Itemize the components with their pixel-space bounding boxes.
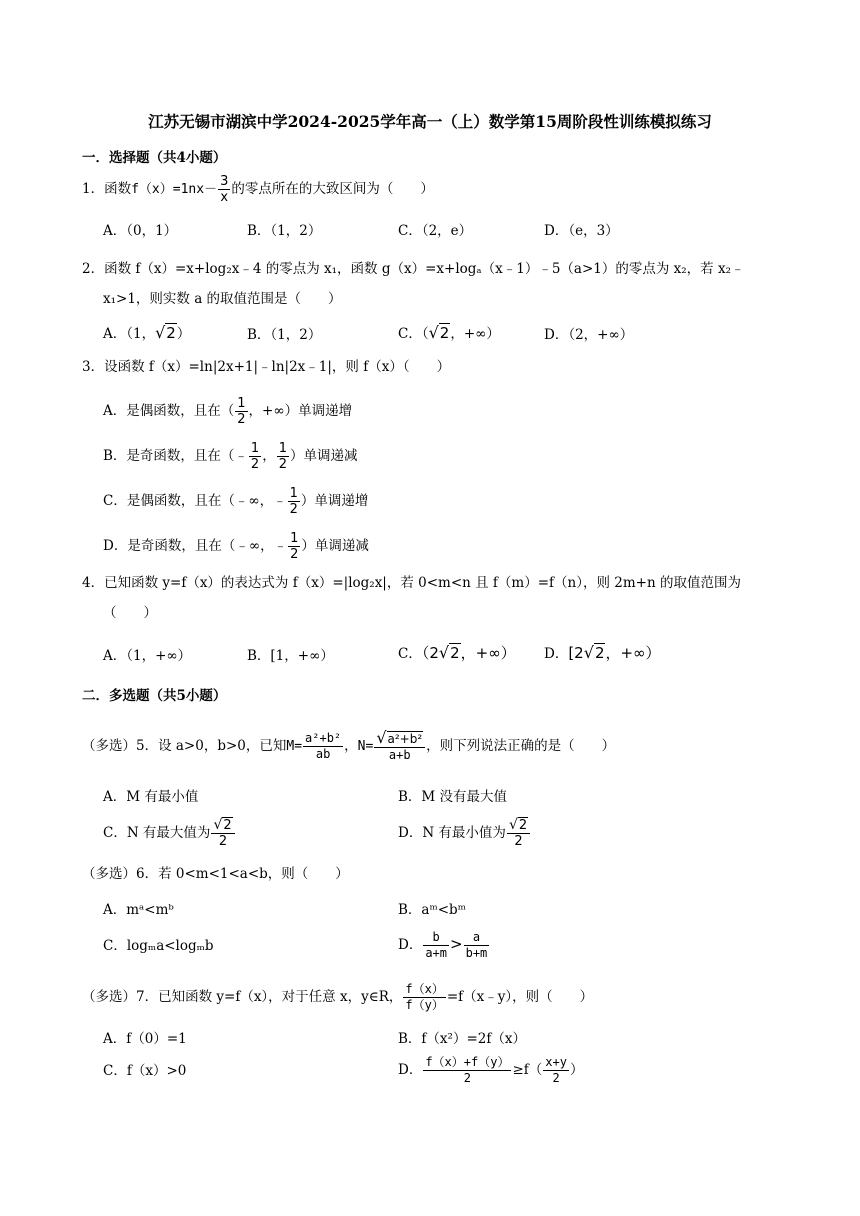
q6-option-d xyxy=(398,930,490,961)
question-2-line-2: x₁>1，则实数 a 的取值范围是（ ） xyxy=(103,291,342,307)
q3-a-fraction xyxy=(235,396,247,427)
q5-n-lhs: N= xyxy=(357,739,374,754)
q5-suffix: ，则下列说法正确的是（ ） xyxy=(426,738,616,754)
question-6-stem: （多选）6．若 0<m<1<a<b，则（ ） xyxy=(82,866,349,882)
q7-d-fraction-1 xyxy=(423,1055,511,1086)
q5-c-radicand: 2 xyxy=(223,818,232,833)
q3-c-pre: C．是偶函数，且在（﹣∞，﹣ xyxy=(103,493,287,509)
q6-d-fraction-1 xyxy=(423,930,449,961)
q3-b-fraction-2 xyxy=(277,441,289,472)
q5-n-fraction xyxy=(374,730,425,763)
q1-fraction xyxy=(218,174,230,205)
question-7-stem xyxy=(82,982,593,1013)
q5-m-fraction xyxy=(303,731,343,762)
question-4-line-1: 4．已知函数 y=f（x）的表达式为 f（x）=|log₂x|，若 0<m<n 且 f（m）=f（n），则 2m+n 的取值范围为 xyxy=(82,575,741,591)
q7-option-d xyxy=(398,1055,583,1086)
page-title: 江苏无锡市湖滨中学2024-2025学年高一（上）数学第15周阶段性训练模拟练习 xyxy=(148,112,712,131)
q3-c-fraction xyxy=(288,486,300,517)
q6-option-c: C．logₘa<logₘb xyxy=(103,938,214,954)
q7-d-mid: ≥f（ xyxy=(512,1062,543,1078)
q5-d-radicand: 2 xyxy=(518,818,528,833)
q7-suffix: =f（x﹣y），则（ ） xyxy=(446,989,594,1005)
q4-c-post: ，+∞） xyxy=(460,644,516,662)
q5-n-num-wrap xyxy=(374,730,425,748)
question-3-stem: 3．设函数 f（x）=ln|2x+1|﹣ln|2x﹣1|，则 f（x）（ ） xyxy=(82,359,451,375)
q6-option-b: B．aᵐ<bᵐ xyxy=(398,902,466,918)
q7-d-den-2: 2 xyxy=(552,1071,560,1085)
q4-d-sqrt: √2 xyxy=(583,643,605,662)
q7-d-num-1: f（x）+f（y） xyxy=(425,1055,510,1069)
q2-a-post: ） xyxy=(176,326,191,342)
q7-d-num-2: x+y xyxy=(545,1055,567,1069)
q7-prefix: （多选）7．已知函数 y=f（x），对于任意 x，y∈R， xyxy=(82,989,403,1005)
q5-c-sqrt: √2 xyxy=(213,817,232,833)
q6-d-den-2: b+m xyxy=(465,946,488,960)
q3-b-mid: ， xyxy=(262,448,276,464)
q5-c-fraction xyxy=(211,818,234,849)
q3-c-num: 1 xyxy=(289,486,298,501)
q5-c-pre: C．N 有最大值为 xyxy=(103,825,211,841)
q5-d-pre: D．N 有最小值为 xyxy=(398,825,506,841)
q3-b-num-2: 1 xyxy=(278,441,287,456)
q1-frac-num: 3 xyxy=(220,174,229,189)
q4-d-radicand: 2 xyxy=(594,644,605,662)
q2-c-sqrt: √2 xyxy=(428,323,450,342)
section-heading-choice: 一．选择题（共4小题） xyxy=(82,150,227,166)
q3-option-b xyxy=(103,441,357,472)
q7-den: f（y） xyxy=(405,998,444,1012)
q7-num: f（x） xyxy=(405,982,444,996)
q3-d-den: 2 xyxy=(290,547,299,562)
q5-n-sqrt: √a²+b² xyxy=(376,728,423,747)
q5-n-den: a+b xyxy=(388,748,411,762)
q4-c-label: C． xyxy=(398,646,422,662)
question-4-line-2: （ ） xyxy=(103,605,157,621)
q4-option-d xyxy=(544,644,661,663)
q3-option-c xyxy=(103,486,368,517)
q2-option-b: B．（1，2） xyxy=(247,327,322,343)
q5-n-num: a²+b² xyxy=(387,732,423,746)
q5-option-a: A．M 有最小值 xyxy=(103,789,199,805)
q4-d-label: D． xyxy=(544,646,569,662)
question-5-stem xyxy=(82,730,615,763)
q2-a-radicand: 2 xyxy=(166,324,176,342)
q5-prefix: （多选）5．设 a>0，b>0，已知 xyxy=(82,738,287,754)
question-1-stem xyxy=(82,174,434,205)
q4-d-post: ，+∞） xyxy=(605,644,661,662)
q5-comma: ， xyxy=(344,738,358,754)
q5-c-num xyxy=(211,818,234,834)
q5-m-lhs: M= xyxy=(286,739,303,754)
q3-b-pre: B．是奇函数，且在（﹣ xyxy=(103,448,248,464)
q3-a-num: 1 xyxy=(237,396,246,411)
q3-b-den-1: 2 xyxy=(250,457,260,472)
q1-option-c: C．（2，e） xyxy=(398,223,473,239)
q1-prefix: 1．函数 xyxy=(82,181,132,197)
q6-d-num-2: a xyxy=(464,930,490,946)
q1-option-a: A．（0，1） xyxy=(103,223,178,239)
q3-a-post: ，+∞）单调递增 xyxy=(248,403,353,419)
q3-b-num-1: 1 xyxy=(250,441,260,456)
q2-option-d: D．（2，+∞） xyxy=(544,327,634,343)
q1-option-b: B．（1，2） xyxy=(247,223,322,239)
q1-frac-den: x xyxy=(220,190,229,205)
q6-d-num-1: b xyxy=(423,930,449,946)
q4-c-pre: （2 xyxy=(421,644,439,662)
q2-option-a xyxy=(103,324,190,343)
q5-m-den: ab xyxy=(315,747,331,761)
q4-d-pre: [2 xyxy=(568,644,584,662)
q2-option-c xyxy=(398,324,500,343)
q5-option-d xyxy=(398,818,531,849)
q2-a-pre: A．（1， xyxy=(103,326,156,342)
q3-a-den: 2 xyxy=(237,412,246,427)
q7-fraction xyxy=(403,982,445,1013)
q6-d-den-1: a+m xyxy=(425,946,448,960)
q5-d-fraction xyxy=(507,818,530,849)
q7-option-c: C．f（x）>0 xyxy=(103,1063,187,1079)
q4-c-radicand: 2 xyxy=(450,644,460,662)
q4-c-sqrt: √2 xyxy=(438,643,460,662)
q7-d-post: ） xyxy=(569,1062,584,1078)
q4-option-b: B．[1，+∞） xyxy=(247,648,334,664)
q7-d-fraction-2 xyxy=(543,1055,569,1086)
q6-d-gt: > xyxy=(450,935,463,953)
q5-d-num xyxy=(507,818,530,834)
q3-d-post: ）单调递减 xyxy=(301,538,369,554)
q7-option-a: A．f（0）=1 xyxy=(103,1031,187,1047)
q5-d-sqrt: √2 xyxy=(508,817,528,833)
q3-b-den-2: 2 xyxy=(278,457,287,472)
q7-option-b: B．f（x²）=2f（x） xyxy=(398,1031,526,1047)
q7-d-label: D． xyxy=(398,1062,423,1078)
q6-d-fraction-2 xyxy=(464,930,490,961)
q6-option-a: A．mᵃ<mᵇ xyxy=(103,902,174,918)
q7-d-den-1: 2 xyxy=(463,1071,471,1085)
q1-formula-lhs: f（x）=1nx－ xyxy=(131,182,218,197)
q3-d-num: 1 xyxy=(290,531,299,546)
q3-c-post: ）单调递增 xyxy=(300,493,369,509)
q5-option-c xyxy=(103,818,236,849)
q2-a-sqrt: √2 xyxy=(155,323,176,342)
q2-c-pre: C．（ xyxy=(398,326,429,342)
q1-suffix: 的零点所在的大致区间为（ ） xyxy=(231,181,434,197)
q3-b-fraction-1 xyxy=(249,441,261,472)
q1-option-d: D．（e，3） xyxy=(544,223,619,239)
q2-c-radicand: 2 xyxy=(439,324,450,342)
section-heading-multi: 二．多选题（共5小题） xyxy=(82,688,227,704)
q3-option-a xyxy=(103,396,352,427)
q4-option-a: A．（1，+∞） xyxy=(103,648,192,664)
q5-option-b: B．M 没有最大值 xyxy=(398,789,508,805)
q3-c-den: 2 xyxy=(289,502,298,517)
question-2-line-1: 2．函数 f（x）=x+log₂x﹣4 的零点为 x₁，函数 g（x）=x+logₐ（x﹣1）﹣5（a>1）的零点为 x₂，若 x₂﹣ xyxy=(82,261,745,277)
q5-d-den: 2 xyxy=(514,834,523,849)
q3-option-d xyxy=(103,531,369,562)
q3-b-post: ）单调递减 xyxy=(289,448,358,464)
q5-c-den: 2 xyxy=(218,834,228,849)
q3-d-fraction xyxy=(288,531,300,562)
q3-d-pre: D．是奇函数，且在（﹣∞，﹣ xyxy=(103,538,288,554)
q2-c-post: ，+∞） xyxy=(450,326,500,342)
q4-option-c xyxy=(398,644,516,663)
q6-d-label: D． xyxy=(398,937,423,953)
q3-a-pre: A．是偶函数，且在（ xyxy=(103,403,235,419)
q5-m-num: a²+b² xyxy=(305,731,342,745)
